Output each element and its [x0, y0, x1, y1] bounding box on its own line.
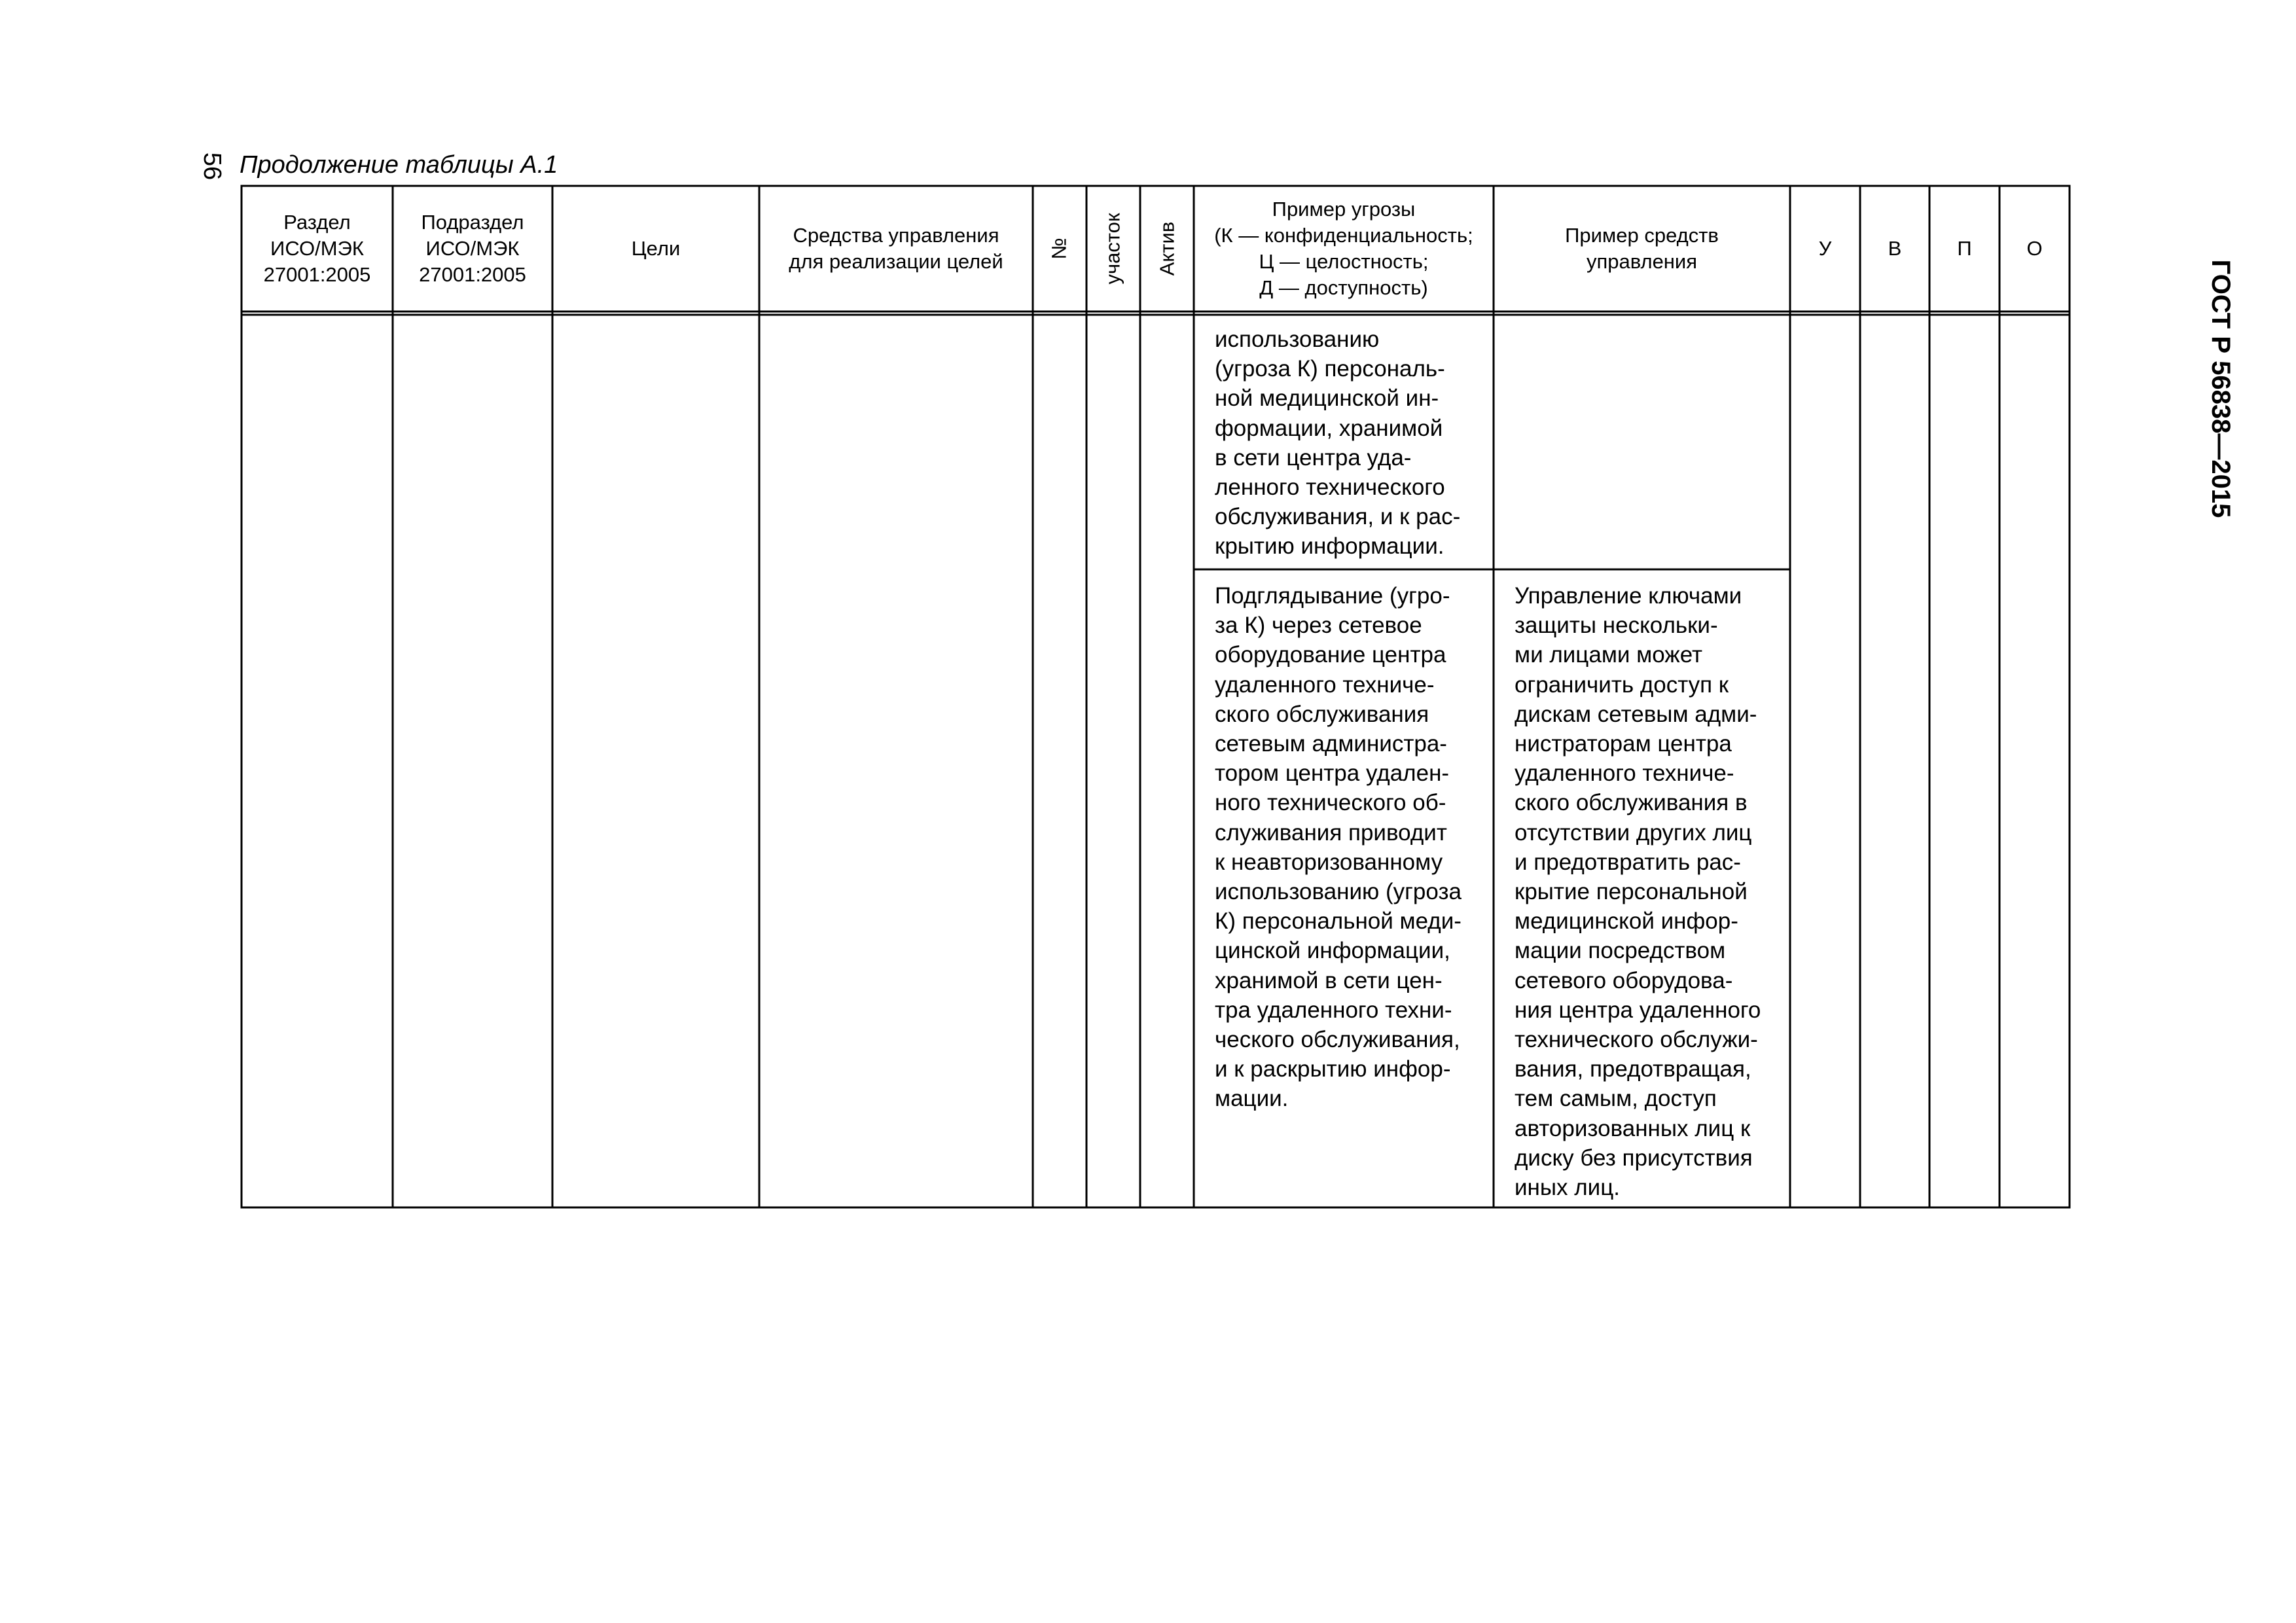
header-subsection: Подраздел ИСО/МЭК 27001:2005	[419, 211, 526, 286]
row1-threat-cell: использованию (угроза К) персональ- ной медицинской ин- формации, хранимой в сети центра уда- ленного технического обслуживания, и к рас- крытию информации.	[1215, 327, 1461, 560]
table-caption: Продолжение таблицы А.1	[240, 151, 558, 179]
header-controls: Средства управления для реализации целей	[789, 224, 1003, 273]
row2-control-cell: Управление ключами защиты нескольки- ми лицами может ограничить доступ к дискам сетевым адми- нистраторам центра удаленного техниче- ского обслуживания в отсутствии других лиц и предотвратить рас- крытие персональной медицинской инфор- мации посредством сетевого оборудова- ния центра удаленного технического обслужи- вания, предотвращая, тем самым, доступ авторизованных лиц к диску без присутствия иных лиц.	[1515, 583, 1761, 1201]
header-control-example: Пример средств управления	[1565, 224, 1719, 273]
header-site: участок	[1102, 213, 1125, 285]
header-threat-example: Пример угрозы (К — конфиденциальность; Ц — целостность; Д — доступность)	[1214, 198, 1473, 299]
header-v: В	[1888, 237, 1902, 260]
row2-threat-cell: Подглядывание (угро- за К) через сетевое оборудование центра удаленного техниче- ского обслуживания сетевым администра- тором центра удален- ного технического об- служивания приводит к неавторизованному использованию (угроза К) персональной меди- цинской информации, хранимой в сети цен- тра удаленного техни- ческого обслуживания, и к раскрытию инфор- мации.	[1215, 583, 1462, 1112]
header-p: П	[1957, 237, 1972, 260]
header-o: О	[2026, 237, 2043, 260]
header-section: Раздел ИСО/МЭК 27001:2005	[263, 211, 371, 286]
header-number: №	[1047, 238, 1071, 260]
header-asset: Актив	[1155, 221, 1179, 276]
standard-code: ГОСТ Р 56838—2015	[2206, 259, 2235, 518]
header-u: У	[1818, 237, 1832, 260]
page-number: 56	[198, 152, 226, 181]
header-goals: Цели	[631, 237, 681, 260]
